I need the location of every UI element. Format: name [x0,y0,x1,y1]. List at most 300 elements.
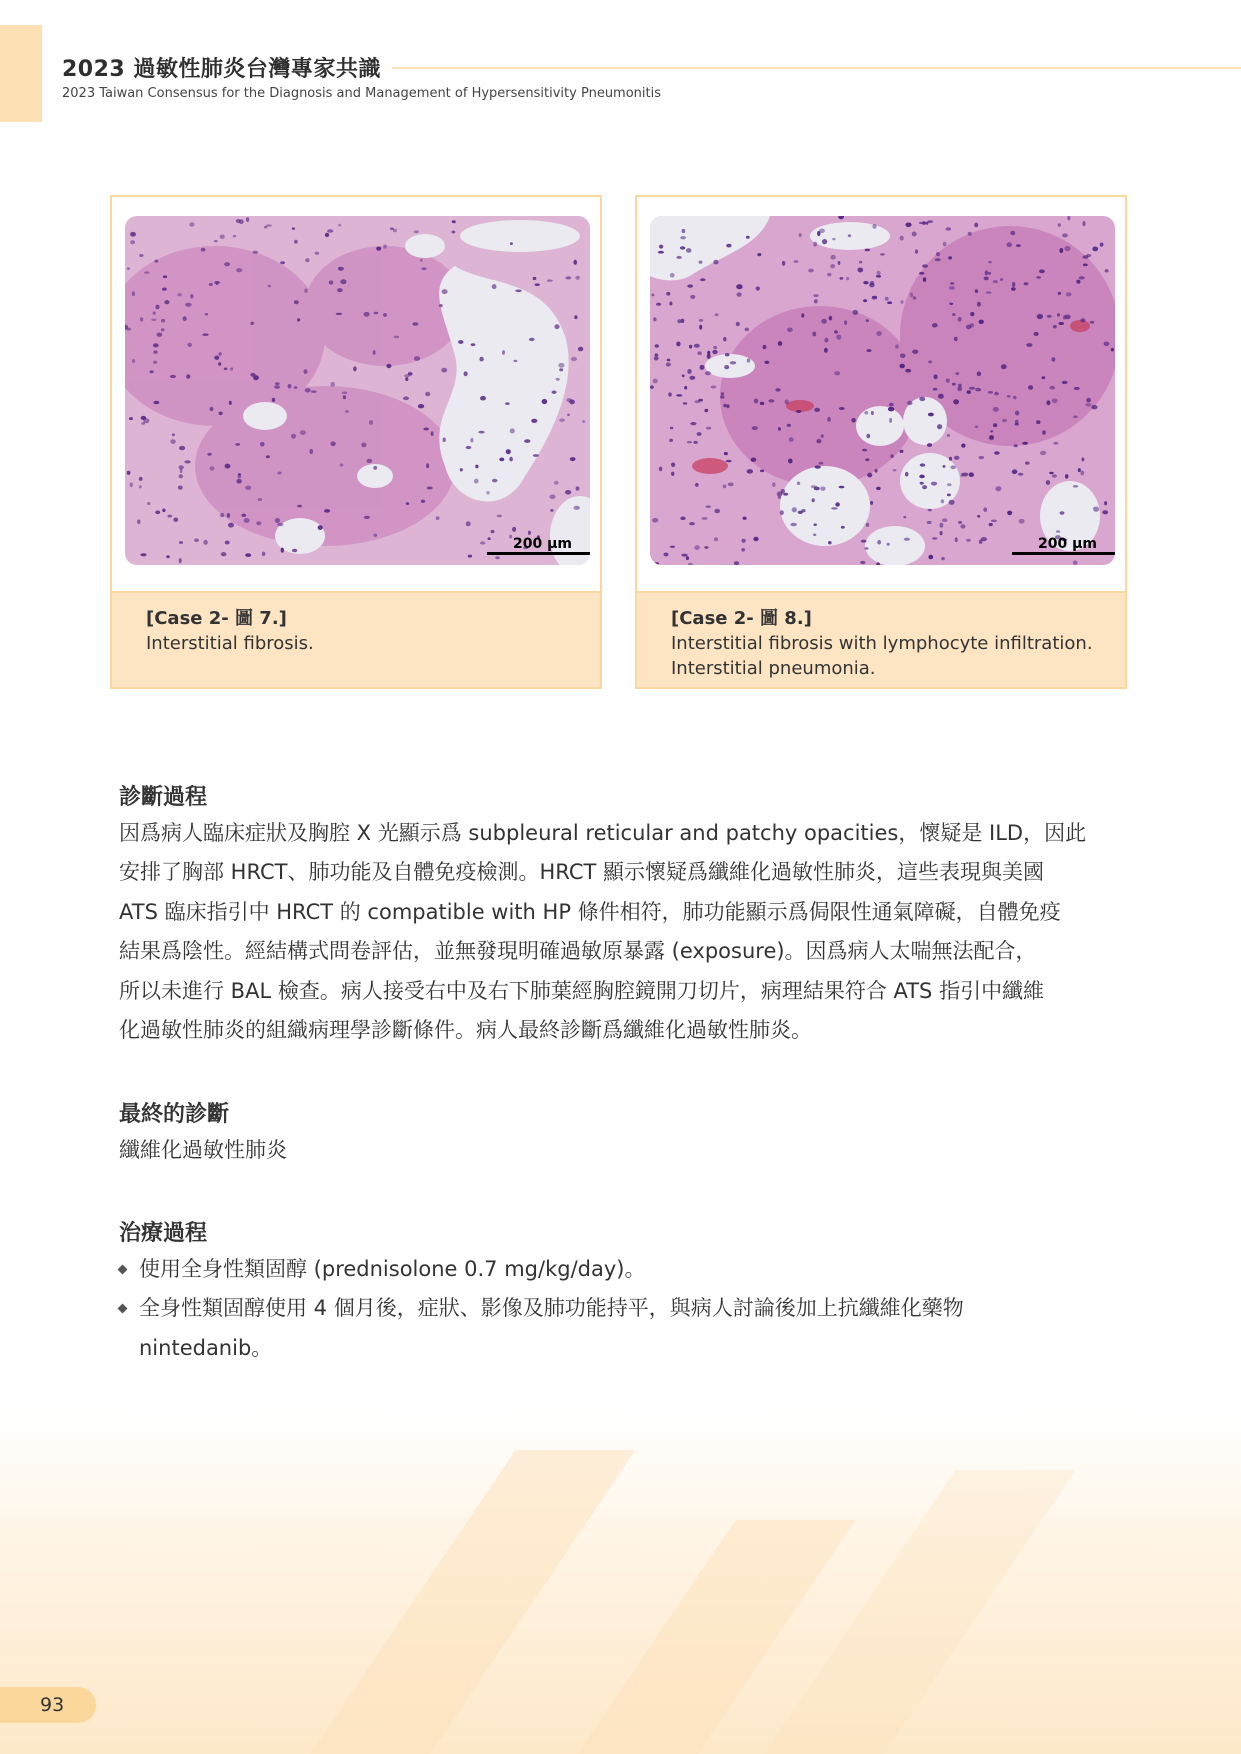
cell-nucleus [304,289,307,293]
cell-nucleus [127,471,131,475]
cell-nucleus [958,384,962,388]
cell-nucleus [258,498,263,501]
cell-nucleus [887,543,890,546]
cell-nucleus [1007,511,1012,516]
cell-nucleus [699,319,703,322]
cell-nucleus [687,284,693,287]
cell-nucleus [1066,292,1072,296]
final-diagnosis-text: 纖維化過敏性肺炎 [119,1138,287,1162]
cell-nucleus [1053,442,1058,445]
cell-nucleus [305,388,311,392]
cell-nucleus [949,286,955,290]
cell-nucleus [934,374,938,379]
cell-nucleus [723,337,727,342]
cell-nucleus [775,388,780,392]
cell-nucleus [920,463,925,466]
cell-nucleus [687,441,692,443]
cell-nucleus [736,322,740,326]
cell-nucleus [225,464,231,469]
cell-nucleus [162,288,167,291]
cell-nucleus [178,486,183,490]
cell-nucleus [817,231,820,236]
cell-nucleus [219,352,222,356]
cell-nucleus [229,401,232,405]
bullet-text: 全身性類固醇使用 4 個月後，症狀、影像及肺功能持平，與病人討論後加上抗纖維化藥物 [139,1296,964,1320]
cell-nucleus [1034,332,1039,336]
cell-nucleus [294,240,298,244]
cell-nucleus [1065,246,1071,251]
cell-nucleus [132,291,135,296]
bullet-text: 使用全身性類固醇 (prednisolone 0.7 mg/kg/day)。 [139,1257,646,1281]
cell-nucleus [753,537,758,541]
cell-nucleus [492,284,497,289]
cell-nucleus [958,317,962,322]
cell-nucleus [297,505,302,508]
cell-nucleus [499,458,504,462]
cell-nucleus [745,328,750,332]
cell-nucleus [1049,472,1053,474]
paragraph-line: 因爲病人臨床症狀及胸腔 X 光顯示爲 subpleural reticular and patchy opacities，懷疑是 ILD，因此 [119,821,1087,845]
cell-nucleus [683,402,687,404]
cell-nucleus [947,483,951,486]
cell-nucleus [403,396,409,400]
cell-nucleus [1091,405,1097,409]
cell-nucleus [436,516,440,520]
cell-nucleus [272,398,275,402]
cell-nucleus [814,408,820,412]
cell-nucleus [486,491,489,495]
cell-nucleus [155,511,160,515]
cell-nucleus [919,475,925,479]
cell-nucleus [935,258,941,261]
cell-nucleus [183,316,187,321]
cell-nucleus [658,251,664,254]
figure-caption-text: Interstitial fibrosis. [146,633,314,654]
cell-nucleus [747,358,750,362]
cell-nucleus [715,313,719,316]
figure-caption-title: [Case 2- 圖 8.] [671,608,812,629]
cell-nucleus [869,283,874,288]
cell-nucleus [754,399,759,404]
cell-nucleus [567,414,570,417]
cell-nucleus [1058,292,1061,295]
bullet-text: nintedanib。 [139,1336,273,1360]
cell-nucleus [1074,387,1080,390]
cell-nucleus [512,527,516,532]
cell-nucleus [353,366,357,371]
cell-nucleus [305,258,309,262]
cell-nucleus [670,427,673,430]
cell-nucleus [224,262,230,266]
figure-caption-text: Interstitial pneumonia. [671,658,876,679]
cell-nucleus [723,485,727,489]
cell-nucleus [839,486,845,489]
cell-nucleus [938,394,944,399]
cell-nucleus [792,507,797,512]
cell-nucleus [266,455,270,458]
cell-nucleus [431,431,434,436]
cell-nucleus [946,379,950,383]
cell-nucleus [1046,480,1050,485]
cell-nucleus [582,420,585,423]
cell-nucleus [706,427,711,430]
cell-nucleus [281,548,284,553]
cell-nucleus [227,513,230,518]
cell-nucleus [726,244,731,248]
cell-nucleus [492,479,498,483]
cell-nucleus [943,242,947,247]
cell-nucleus [141,416,147,420]
cell-nucleus [680,246,685,249]
cell-nucleus [654,356,659,360]
cell-nucleus [1025,462,1030,465]
cell-nucleus [338,224,341,227]
cell-nucleus [889,418,892,423]
cell-nucleus [256,521,261,525]
cell-nucleus [947,434,950,437]
cell-nucleus [528,531,531,535]
cell-nucleus [147,502,150,505]
cell-nucleus [811,485,817,488]
cell-nucleus [979,540,983,545]
cell-nucleus [246,217,249,222]
cell-nucleus [949,303,953,305]
cell-nucleus [201,248,206,252]
cell-nucleus [870,501,873,505]
cell-nucleus [209,283,213,286]
cell-nucleus [887,301,892,304]
cell-nucleus [698,399,703,402]
figure-caption [112,591,600,687]
cell-nucleus [714,509,720,514]
cell-nucleus [186,374,190,379]
cell-nucleus [830,255,835,260]
cell-nucleus [260,442,265,447]
cell-nucleus [889,403,894,406]
cell-nucleus [218,362,221,366]
cell-nucleus [844,321,847,325]
cell-nucleus [245,486,251,490]
cell-nucleus [141,422,145,425]
cell-nucleus [1059,248,1063,253]
cell-nucleus [903,516,906,518]
cell-nucleus [700,365,705,370]
cell-nucleus [383,313,387,317]
cell-nucleus [900,354,906,359]
cell-nucleus [760,402,764,405]
cell-nucleus [153,361,157,364]
cell-nucleus [686,556,689,560]
cell-nucleus [140,553,146,556]
cell-nucleus [244,518,250,523]
cell-nucleus [736,284,742,289]
cell-nucleus [942,518,948,522]
cell-nucleus [798,511,803,514]
cell-nucleus [812,498,815,502]
cell-nucleus [369,420,373,425]
cell-nucleus [393,229,397,232]
cell-nucleus [919,222,923,224]
cell-nucleus [721,392,724,395]
cell-nucleus [1018,473,1023,476]
cell-nucleus [928,360,932,363]
cell-nucleus [480,396,486,401]
cell-nucleus [420,259,423,262]
cell-nucleus [936,252,940,256]
cell-nucleus [443,438,446,443]
cell-nucleus [669,302,672,306]
cell-nucleus [728,483,734,487]
cell-nucleus [694,545,700,550]
cell-nucleus [958,521,962,524]
cell-nucleus [230,367,233,370]
cell-nucleus [680,236,686,239]
cell-nucleus [161,319,165,323]
cell-nucleus [408,373,413,376]
cell-nucleus [659,467,663,472]
cell-nucleus [236,479,241,484]
cell-nucleus [820,487,825,491]
cell-nucleus [757,253,761,256]
cell-nucleus [704,546,708,549]
cell-nucleus [671,472,674,476]
cell-nucleus [1063,315,1066,320]
cell-nucleus [172,433,175,436]
cell-nucleus [801,313,804,317]
cell-nucleus [953,399,959,404]
cell-nucleus [943,465,946,468]
cell-nucleus [695,483,699,487]
cell-nucleus [1062,381,1068,384]
cell-nucleus [872,224,876,229]
cell-nucleus [927,443,932,447]
cell-nucleus [687,369,691,374]
cell-nucleus [157,333,163,337]
cell-nucleus [292,549,297,553]
cell-nucleus [991,520,997,523]
cell-nucleus [910,293,913,298]
cell-nucleus [993,407,999,412]
cell-nucleus [233,235,236,238]
cell-nucleus [713,346,717,349]
cell-nucleus [228,523,234,528]
cell-nucleus [788,459,793,464]
cell-nucleus [425,392,430,396]
cell-nucleus [863,281,868,284]
cell-nucleus [666,363,671,367]
cell-nucleus [834,330,838,333]
cell-nucleus [1037,314,1043,319]
cell-nucleus [813,242,817,247]
cell-nucleus [671,463,675,468]
cell-nucleus [1012,469,1018,474]
cell-nucleus [1100,243,1104,247]
cell-nucleus [1010,231,1015,236]
cell-nucleus [941,557,945,560]
cell-nucleus [831,507,837,509]
cell-nucleus [684,386,687,390]
cell-nucleus [184,460,190,463]
cell-nucleus [876,331,881,336]
cell-nucleus [338,267,344,271]
cell-nucleus [203,540,207,545]
cell-nucleus [366,459,372,463]
cell-nucleus [225,541,230,545]
cell-nucleus [966,539,971,542]
cell-nucleus [529,338,535,341]
cell-nucleus [760,470,764,473]
histology-image [125,216,590,565]
cell-nucleus [442,289,448,294]
cell-nucleus [294,300,299,304]
cell-nucleus [330,382,335,387]
cell-nucleus [137,519,140,524]
cell-nucleus [865,458,869,461]
cell-nucleus [1104,342,1110,346]
cell-nucleus [900,450,904,453]
cell-nucleus [851,418,855,423]
cell-nucleus [130,482,133,487]
cell-nucleus [1042,376,1046,379]
cell-nucleus [877,540,881,545]
cell-nucleus [550,509,553,512]
cell-nucleus [772,482,776,487]
cell-nucleus [458,340,463,344]
cell-nucleus [210,407,214,411]
cell-nucleus [173,518,178,522]
cell-nucleus [1052,474,1057,478]
cell-nucleus [862,449,867,452]
cell-nucleus [986,291,992,293]
cell-nucleus [967,390,971,394]
cell-nucleus [164,300,169,304]
cell-nucleus [664,553,669,557]
cell-nucleus [966,325,971,330]
cell-nucleus [277,523,283,526]
page-header-title: 2023 過敏性肺炎台灣專家共識 [62,57,381,82]
cell-nucleus [682,374,685,377]
cell-nucleus [681,554,687,557]
cell-nucleus [979,456,985,459]
cell-nucleus [834,371,840,375]
cell-nucleus [912,232,917,237]
cell-nucleus [179,474,184,478]
cell-nucleus [220,513,224,517]
cell-nucleus [565,490,571,495]
cell-nucleus [573,260,577,265]
cell-nucleus [655,344,659,347]
cell-nucleus [439,304,443,307]
cell-nucleus [747,469,753,474]
cell-nucleus [340,464,344,467]
cell-nucleus [669,439,673,442]
cell-nucleus [839,407,845,410]
cell-nucleus [686,248,691,253]
page-number: 93 [40,1694,65,1716]
cell-nucleus [264,226,267,229]
cell-nucleus [127,267,130,270]
cell-nucleus [968,232,972,236]
cell-nucleus [694,344,700,348]
cell-nucleus [712,350,717,354]
cell-nucleus [452,220,456,223]
cell-nucleus [294,386,298,389]
cell-nucleus [922,485,927,489]
cell-nucleus [659,245,663,249]
cell-nucleus [1111,348,1114,352]
cell-nucleus [699,325,702,330]
cell-nucleus [905,223,911,228]
cell-nucleus [423,428,429,431]
cell-nucleus [190,294,193,299]
cell-nucleus [841,526,845,529]
cell-nucleus [386,364,391,368]
cell-nucleus [1086,254,1091,257]
cell-nucleus [533,454,539,457]
cell-nucleus [865,547,869,549]
cell-nucleus [727,404,730,408]
cell-nucleus [554,481,559,485]
figure-card-case2-fig8 [635,195,1127,689]
cell-nucleus [1080,471,1084,476]
cell-nucleus [214,281,220,284]
cell-nucleus [342,392,348,395]
cell-nucleus [840,277,844,280]
cell-nucleus [988,391,993,394]
cell-nucleus [989,523,993,526]
cell-nucleus [288,384,292,389]
cell-nucleus [361,442,366,447]
cell-nucleus [859,261,862,264]
cell-nucleus [919,272,924,275]
cell-nucleus [877,271,881,275]
cell-nucleus [542,399,548,404]
cell-nucleus [828,541,832,544]
cell-nucleus [1062,233,1068,237]
cell-nucleus [406,502,409,505]
cell-nucleus [824,348,828,353]
cell-nucleus [670,546,675,548]
cell-nucleus [941,499,944,503]
cell-nucleus [697,432,702,436]
cell-nucleus [1052,357,1056,361]
cell-nucleus [140,317,143,321]
cell-nucleus [373,466,377,470]
cell-nucleus [324,509,330,513]
cell-nucleus [1002,419,1007,422]
cell-nucleus [1015,423,1019,426]
cell-nucleus [237,475,241,478]
cell-nucleus [923,277,926,282]
cell-nucleus [531,419,537,423]
cell-nucleus [533,277,537,280]
cell-nucleus [655,353,659,356]
cell-nucleus [676,394,682,396]
cell-nucleus [962,473,968,477]
cell-nucleus [785,400,789,405]
cell-nucleus [491,530,495,534]
cell-nucleus [904,538,910,541]
cell-nucleus [977,515,980,518]
cell-nucleus [797,482,800,486]
cell-nucleus [676,256,681,259]
cell-nucleus [928,413,934,417]
cell-nucleus [1039,269,1045,273]
cell-nucleus [822,239,827,244]
cell-nucleus [1047,315,1052,318]
section-heading-treatment: 治療過程 [119,1221,208,1246]
cell-nucleus [768,399,774,402]
